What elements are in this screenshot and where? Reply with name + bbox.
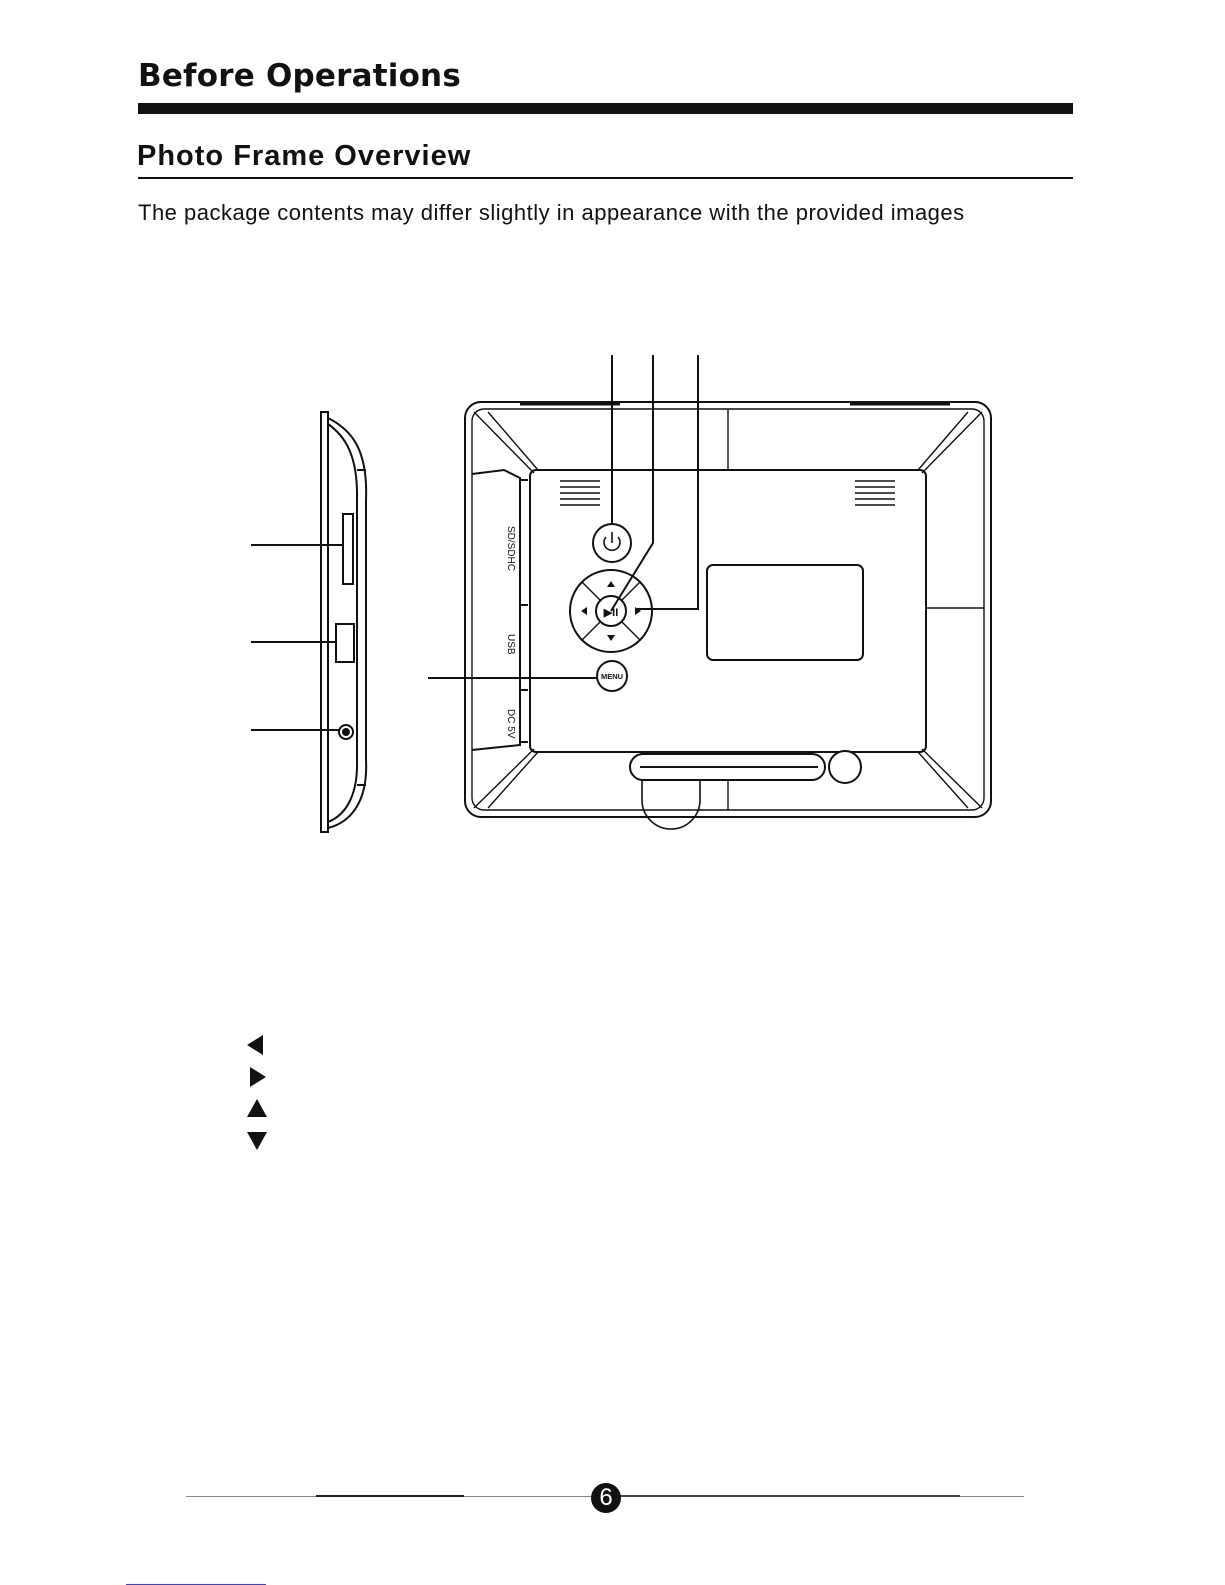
page-number: 6 xyxy=(591,1483,621,1513)
footer-rule-accent-right xyxy=(620,1495,960,1497)
usb-port-label: USB xyxy=(505,634,516,655)
footer-rule-accent-left xyxy=(316,1495,464,1497)
sd-port-label: SD/SDHC xyxy=(505,526,516,572)
intro-text: The package contents may differ slightly in appearance with the provided images xyxy=(138,200,965,225)
arrow-down-icon xyxy=(247,1132,267,1150)
legend-arrows xyxy=(236,1030,276,1160)
menu-button-label: MENU xyxy=(600,672,624,681)
arrow-right-icon xyxy=(250,1067,266,1087)
page-heading: Photo Frame Overview xyxy=(137,140,472,172)
arrow-left-icon xyxy=(247,1035,263,1055)
section-title: Before Operations xyxy=(138,58,461,94)
frame-back-view xyxy=(465,402,991,829)
play-pause-symbol: ▶II xyxy=(603,607,619,619)
dc-port-label: DC 5V xyxy=(505,709,516,739)
frame-side-view xyxy=(321,412,366,832)
side-callout-lines xyxy=(251,545,343,730)
arrow-up-icon xyxy=(247,1099,267,1117)
